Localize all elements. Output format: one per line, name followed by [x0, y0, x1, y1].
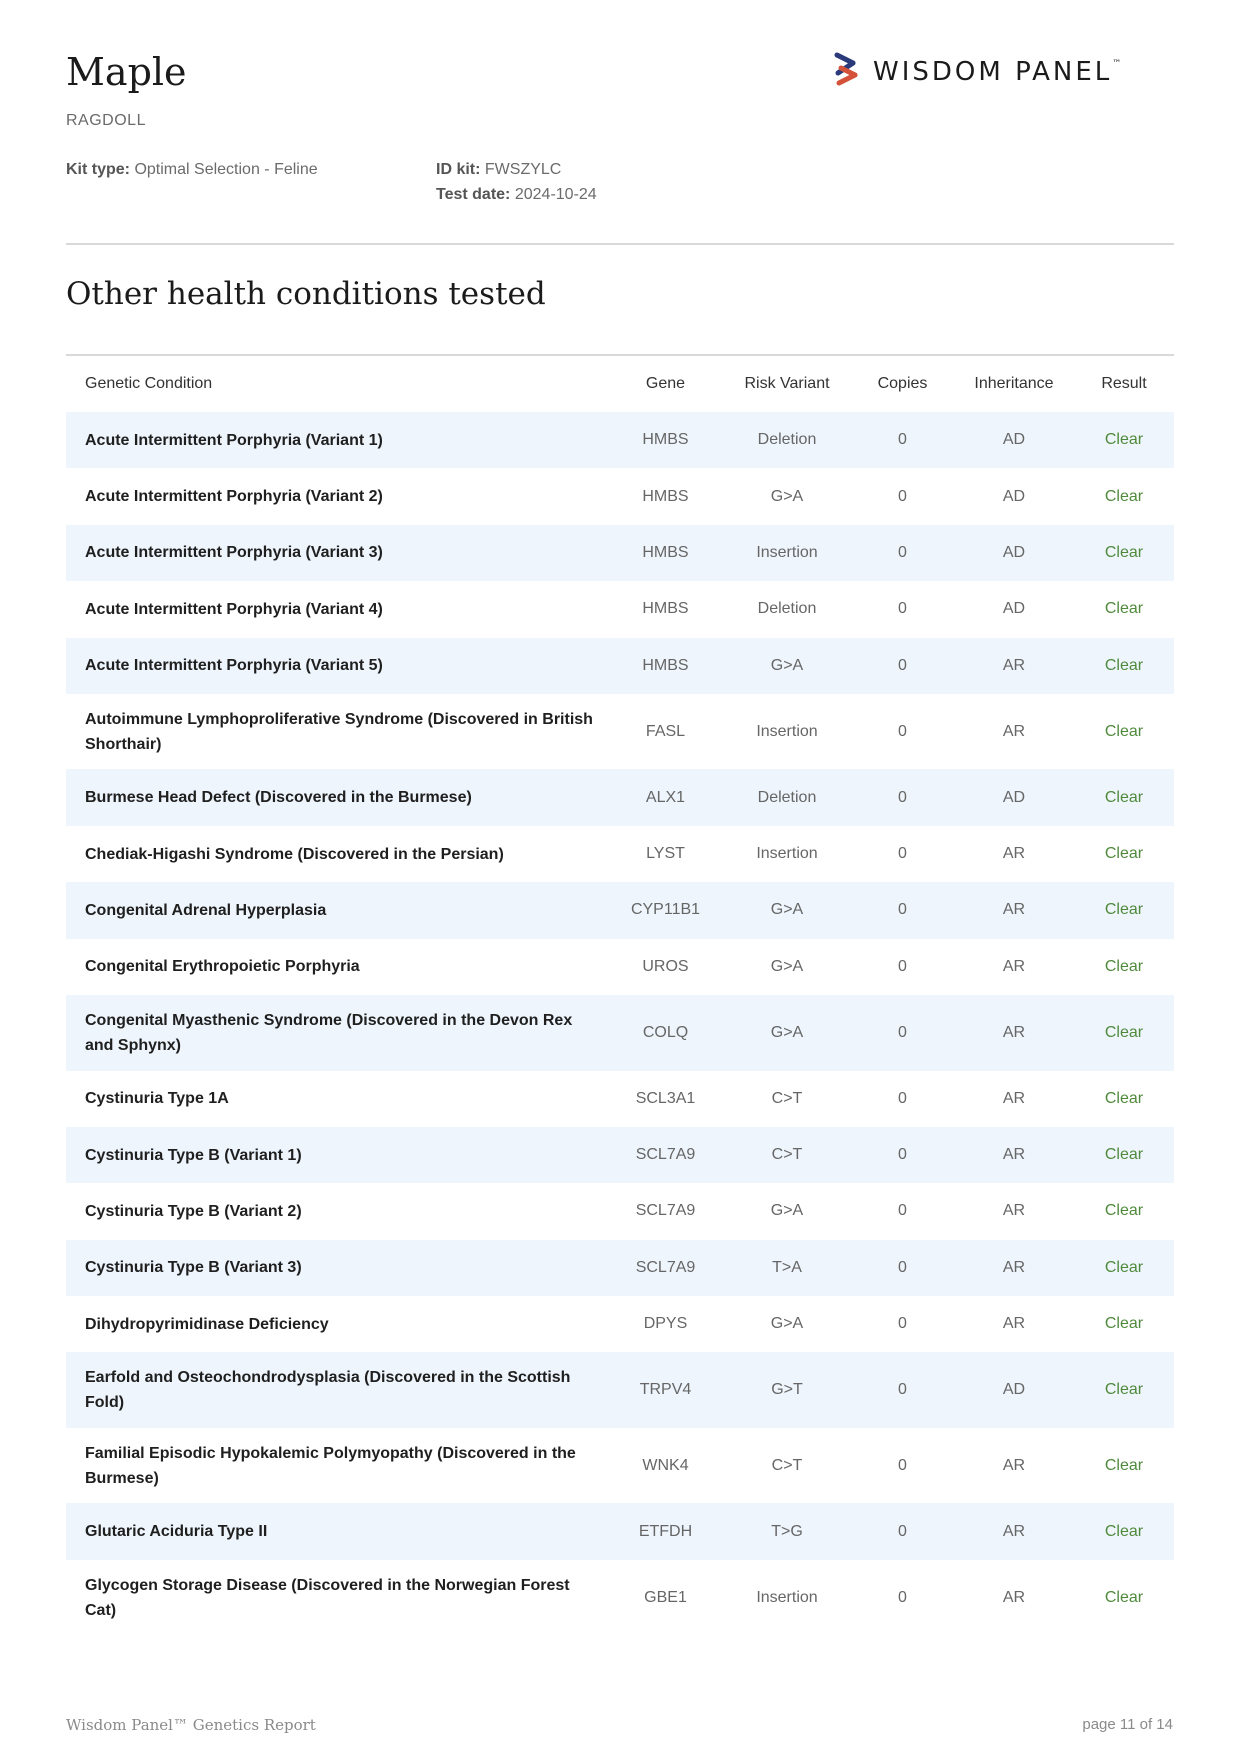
- condition-cell: Familial Episodic Hypokalemic Polymyopathy (Discovered in the Burmese): [85, 1444, 576, 1487]
- gene-cell: DPYS: [643, 1315, 688, 1333]
- table-row: [66, 1240, 1174, 1296]
- footer-page-number: page 11 of 14: [1082, 1716, 1173, 1733]
- gene-cell: SCL7A9: [635, 1146, 696, 1164]
- inheritance-cell: AR: [1002, 1202, 1026, 1220]
- inheritance-cell: AR: [1002, 845, 1026, 863]
- condition-cell: Congenital Erythropoietic Porphyria: [85, 958, 360, 976]
- result-cell: Clear: [1104, 543, 1144, 561]
- wisdom-panel-mark-icon: [833, 52, 859, 91]
- copies-cell: 0: [898, 1588, 907, 1606]
- inheritance-cell: AR: [1002, 1146, 1026, 1164]
- result-cell: Clear: [1104, 1381, 1144, 1399]
- copies-cell: 0: [898, 1023, 907, 1041]
- pet-name: Maple: [66, 50, 187, 94]
- copies-cell: 0: [898, 431, 907, 449]
- copies-cell: 0: [898, 656, 907, 674]
- gene-cell: HMBS: [642, 656, 689, 674]
- gene-cell: CYP11B1: [630, 901, 701, 919]
- condition-cell: Autoimmune Lymphoproliferative Syndrome (Discovered in British Shorthair): [85, 710, 593, 753]
- inheritance-cell: AR: [1002, 1089, 1026, 1107]
- result-cell: Clear: [1104, 1089, 1144, 1107]
- table-row: [66, 638, 1174, 694]
- table-row: [66, 1503, 1174, 1559]
- table-row: [66, 882, 1174, 938]
- copies-cell: 0: [898, 543, 907, 561]
- risk-variant-cell: G>A: [770, 1315, 804, 1333]
- copies-cell: 0: [898, 600, 907, 618]
- inheritance-cell: AD: [1002, 600, 1026, 618]
- result-cell: Clear: [1104, 1146, 1144, 1164]
- inheritance-cell: AR: [1002, 722, 1026, 740]
- test-date-value: 2024-10-24: [514, 186, 597, 203]
- result-cell: Clear: [1104, 600, 1144, 618]
- inheritance-cell: AR: [1002, 1023, 1026, 1041]
- risk-variant-cell: Insertion: [756, 845, 818, 863]
- result-cell: Clear: [1104, 957, 1144, 975]
- brand-name-text: WISDOM PANEL: [873, 56, 1113, 87]
- risk-variant-cell: Deletion: [757, 600, 817, 618]
- header-inheritance: Inheritance: [974, 375, 1054, 392]
- result-cell: Clear: [1104, 656, 1144, 674]
- gene-cell: TRPV4: [639, 1381, 692, 1399]
- header-divider: [66, 243, 1174, 245]
- condition-cell: Burmese Head Defect (Discovered in the Burmese): [85, 789, 472, 807]
- risk-variant-cell: T>G: [771, 1522, 803, 1540]
- inheritance-cell: AR: [1002, 957, 1026, 975]
- gene-cell: ETFDH: [638, 1522, 693, 1540]
- copies-cell: 0: [898, 1381, 907, 1399]
- inheritance-cell: AR: [1002, 1315, 1026, 1333]
- copies-cell: 0: [898, 845, 907, 863]
- result-cell: Clear: [1104, 1456, 1144, 1474]
- inheritance-cell: AD: [1002, 487, 1026, 505]
- gene-cell: COLQ: [642, 1023, 689, 1041]
- condition-cell: Dihydropyrimidinase Deficiency: [85, 1315, 329, 1333]
- header-copies: Copies: [877, 375, 928, 392]
- gene-cell: HMBS: [642, 543, 689, 561]
- risk-variant-cell: G>T: [771, 1381, 803, 1399]
- result-cell: Clear: [1104, 1522, 1144, 1540]
- result-cell: Clear: [1104, 1588, 1144, 1606]
- result-cell: Clear: [1104, 1258, 1144, 1276]
- inheritance-cell: AD: [1002, 543, 1026, 561]
- brand-tm: ™: [1112, 58, 1122, 69]
- table-row: [66, 694, 1174, 770]
- health-conditions-table: [66, 356, 1174, 1635]
- condition-cell: Acute Intermittent Porphyria (Variant 4): [85, 600, 383, 618]
- result-cell: Clear: [1104, 788, 1144, 806]
- risk-variant-cell: T>A: [772, 1258, 802, 1276]
- copies-cell: 0: [898, 1089, 907, 1107]
- gene-cell: ALX1: [645, 788, 686, 806]
- gene-cell: LYST: [646, 845, 685, 863]
- table-row: [66, 1183, 1174, 1239]
- inheritance-cell: AR: [1002, 1258, 1026, 1276]
- copies-cell: 0: [898, 1522, 907, 1540]
- table-row: [66, 826, 1174, 882]
- condition-cell: Cystinuria Type B (Variant 3): [85, 1259, 302, 1277]
- gene-cell: WNK4: [642, 1456, 689, 1474]
- risk-variant-cell: G>A: [770, 1023, 804, 1041]
- table-row: [66, 581, 1174, 637]
- inheritance-cell: AR: [1002, 656, 1026, 674]
- kit-id-info: [436, 157, 597, 207]
- condition-cell: Cystinuria Type B (Variant 2): [85, 1202, 302, 1220]
- table-row: [66, 769, 1174, 825]
- condition-cell: Acute Intermittent Porphyria (Variant 1): [85, 431, 383, 449]
- result-cell: Clear: [1104, 487, 1144, 505]
- risk-variant-cell: G>A: [770, 901, 804, 919]
- risk-variant-cell: Insertion: [756, 543, 818, 561]
- risk-variant-cell: C>T: [771, 1456, 803, 1474]
- kit-type-info: [66, 157, 318, 182]
- inheritance-cell: AR: [1002, 1588, 1026, 1606]
- gene-cell: UROS: [642, 957, 689, 975]
- risk-variant-cell: G>A: [770, 957, 804, 975]
- gene-cell: SCL3A1: [635, 1089, 696, 1107]
- copies-cell: 0: [898, 722, 907, 740]
- inheritance-cell: AR: [1002, 901, 1026, 919]
- result-cell: Clear: [1104, 722, 1144, 740]
- condition-cell: Glycogen Storage Disease (Discovered in the Norwegian Forest Cat): [85, 1576, 570, 1619]
- risk-variant-cell: Deletion: [757, 788, 817, 806]
- risk-variant-cell: Deletion: [757, 431, 817, 449]
- result-cell: Clear: [1104, 1315, 1144, 1333]
- header-result: Result: [1101, 375, 1147, 392]
- inheritance-cell: AD: [1002, 788, 1026, 806]
- condition-cell: Acute Intermittent Porphyria (Variant 3): [85, 544, 383, 562]
- condition-cell: Cystinuria Type 1A: [85, 1090, 229, 1108]
- result-cell: Clear: [1104, 431, 1144, 449]
- table-row: [66, 525, 1174, 581]
- result-cell: Clear: [1104, 901, 1144, 919]
- table-row: [66, 1352, 1174, 1428]
- id-kit-label: ID kit:: [436, 161, 481, 178]
- gene-cell: HMBS: [642, 431, 689, 449]
- risk-variant-cell: G>A: [770, 487, 804, 505]
- result-cell: Clear: [1104, 1202, 1144, 1220]
- table-row: [66, 412, 1174, 468]
- id-kit-line: [436, 157, 597, 182]
- copies-cell: 0: [898, 1258, 907, 1276]
- table-row: [66, 1560, 1174, 1636]
- footer-report-name: Wisdom Panel™ Genetics Report: [66, 1716, 316, 1734]
- table-row: [66, 468, 1174, 524]
- pet-breed: RAGDOLL: [66, 112, 146, 129]
- result-cell: Clear: [1104, 1023, 1144, 1041]
- gene-cell: GBE1: [644, 1588, 687, 1606]
- header-gene: Gene: [645, 375, 686, 392]
- kit-type-label: Kit type:: [66, 161, 130, 178]
- table-row: [66, 1127, 1174, 1183]
- header-risk-variant: Risk Variant: [744, 375, 830, 392]
- copies-cell: 0: [898, 1456, 907, 1474]
- risk-variant-cell: C>T: [771, 1089, 803, 1107]
- table-row: [66, 1071, 1174, 1127]
- table-row: [66, 995, 1174, 1071]
- id-kit-value: FWSZYLC: [484, 161, 562, 178]
- test-date-line: [436, 182, 597, 207]
- gene-cell: SCL7A9: [635, 1258, 696, 1276]
- copies-cell: 0: [898, 901, 907, 919]
- table-header-row: [66, 356, 1174, 412]
- copies-cell: 0: [898, 1315, 907, 1333]
- copies-cell: 0: [898, 487, 907, 505]
- condition-cell: Congenital Myasthenic Syndrome (Discovered in the Devon Rex and Sphynx): [85, 1011, 573, 1054]
- gene-cell: HMBS: [642, 600, 689, 618]
- inheritance-cell: AD: [1002, 431, 1026, 449]
- condition-cell: Earfold and Osteochondrodysplasia (Discovered in the Scottish Fold): [85, 1369, 571, 1412]
- risk-variant-cell: G>A: [770, 1202, 804, 1220]
- condition-cell: Acute Intermittent Porphyria (Variant 5): [85, 657, 383, 675]
- gene-cell: HMBS: [642, 487, 689, 505]
- copies-cell: 0: [898, 957, 907, 975]
- inheritance-cell: AR: [1002, 1522, 1026, 1540]
- condition-cell: Cystinuria Type B (Variant 1): [85, 1146, 302, 1164]
- risk-variant-cell: Insertion: [756, 722, 818, 740]
- header-genetic-condition: Genetic Condition: [85, 375, 213, 392]
- condition-cell: Acute Intermittent Porphyria (Variant 2): [85, 488, 383, 506]
- condition-cell: Chediak-Higashi Syndrome (Discovered in the Persian): [85, 845, 504, 863]
- section-title: Other health conditions tested: [66, 276, 546, 312]
- copies-cell: 0: [898, 1146, 907, 1164]
- copies-cell: 0: [898, 1202, 907, 1220]
- risk-variant-cell: G>A: [770, 656, 804, 674]
- wisdom-panel-logo: [833, 52, 1121, 91]
- inheritance-cell: AD: [1002, 1381, 1026, 1399]
- inheritance-cell: AR: [1002, 1456, 1026, 1474]
- gene-cell: FASL: [645, 722, 686, 740]
- risk-variant-cell: Insertion: [756, 1588, 818, 1606]
- condition-cell: Glutaric Aciduria Type II: [85, 1523, 268, 1541]
- table-row: [66, 939, 1174, 995]
- table-row: [66, 1296, 1174, 1352]
- gene-cell: SCL7A9: [635, 1202, 696, 1220]
- kit-type-value: Optimal Selection - Feline: [134, 161, 318, 178]
- table-row: [66, 1428, 1174, 1504]
- risk-variant-cell: C>T: [771, 1146, 803, 1164]
- brand-name: [873, 57, 1121, 87]
- condition-cell: Congenital Adrenal Hyperplasia: [85, 901, 327, 919]
- result-cell: Clear: [1104, 845, 1144, 863]
- copies-cell: 0: [898, 788, 907, 806]
- test-date-label: Test date:: [436, 186, 511, 203]
